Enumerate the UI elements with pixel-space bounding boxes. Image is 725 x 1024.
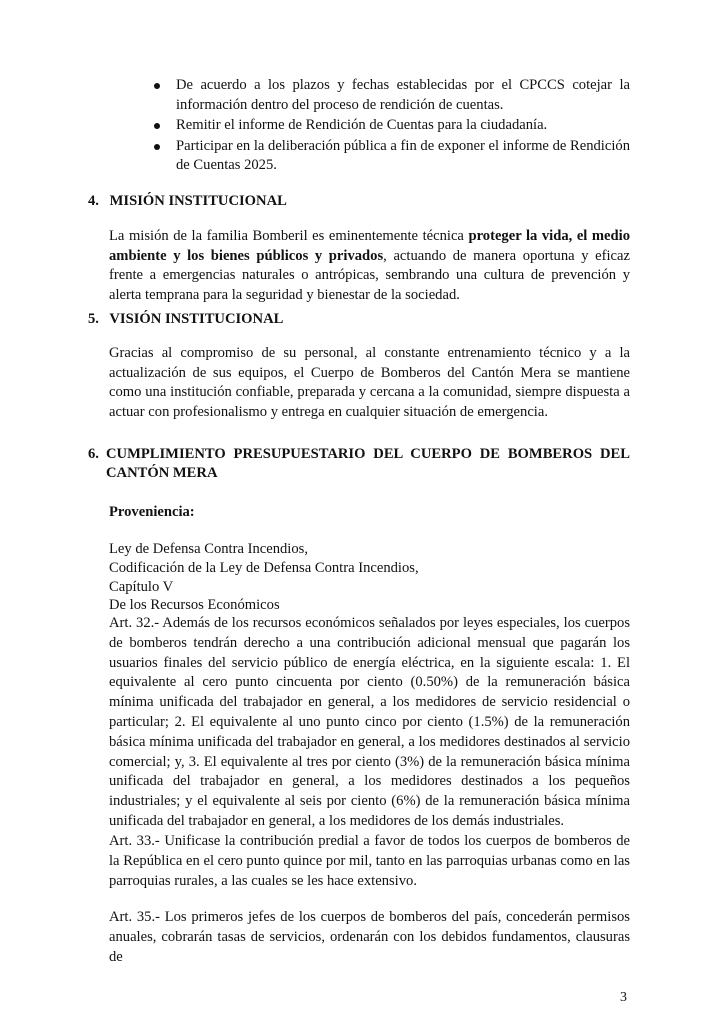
page-number: 3: [620, 990, 627, 1005]
bullet-item: Remitir el informe de Rendición de Cuentas para la ciudadanía.: [150, 116, 630, 136]
vision-paragraph: Gracias al compromiso de su personal, al constante entrenamiento técnico y a la actualización de sus equipos, el Cuerpo de Bomberos del Cantón Mera se mantiene como una institución confiable, preparada y cercana a la comunidad, siempre dispuesta a actuar con profesionalismo y entrega en cualquier situación de emergencia.: [109, 345, 630, 420]
section-4-heading: 4. MISIÓN INSTITUCIONAL: [88, 193, 287, 209]
source-line: De los Recursos Económicos: [109, 597, 280, 613]
bullet-dot-icon: [154, 144, 160, 150]
bullet-item: Participar en la deliberación pública a fin de exponer el informe de Rendición de Cuentas 2025.: [150, 137, 630, 176]
bullet-item: De acuerdo a los plazos y fechas establecidas por el CPCCS cotejar la información dentro del proceso de rendición de cuentas.: [150, 76, 630, 115]
proveniencia-subheading: Proveniencia:: [109, 504, 195, 520]
source-line: Codificación de la Ley de Defensa Contra Incendios,: [109, 560, 419, 576]
source-line: Ley de Defensa Contra Incendios,: [109, 541, 308, 557]
bullet-list: [150, 76, 630, 177]
section-6-heading: 6. CUMPLIMIENTO PRESUPUESTARIO DEL CUERPO DE BOMBEROS DEL: [88, 446, 630, 462]
article-35-paragraph: Art. 35.- Los primeros jefes de los cuerpos de bomberos del país, concederán permisos anuales, cobrarán tasas de servicios, ordenarán con los debidos fundamentos, clausuras de: [109, 909, 630, 965]
mission-paragraph: La misión de la familia Bomberil es eminentemente técnica proteger la vida, el medio ambiente y los bienes públicos y privados, actuando de manera oportuna y eficaz frente a emergencias naturales o antrópicas, sembrando una cultura de prevención y alerta temprana para la seguridad y bienestar de la sociedad.: [109, 228, 630, 303]
article-33-paragraph: Art. 33.- Unificase la contribución predial a favor de todos los cuerpos de bomberos de la República en el cero punto quince por mil, tanto en las parroquias urbanas como en las parroquias rurales, a las cuales se les hace extensivo.: [109, 833, 630, 889]
section-6-heading-line2: CANTÓN MERA: [106, 465, 218, 481]
section-5-heading: 5. VISIÓN INSTITUCIONAL: [88, 311, 284, 327]
bullet-dot-icon: [154, 83, 160, 89]
article-32-paragraph: Art. 32.- Además de los recursos económicos señalados por leyes especiales, los cuerpos de bomberos tendrán derecho a una contribución adicional mensual que pagarán los usuarios finales del servicio público de energía eléctrica, en la siguiente escala: 1. El equivalente al cero punto cincuenta por ciento (0.50%) de la remuneración básica mínima unificada del trabajador en general, a los medidores de servicio residencial o particular; 2. El equivalente al uno punto cinco por ciento (1.5%) de la remuneración básica mínima unificada del trabajador en general, a los medidores destinados al servicio comercial; y, 3. El equivalente al tres por ciento (3%) de la remuneración básica mínima unificada del trabajador en general, a los medidores destinados a los pequeños industriales; y el equivalente al seis por ciento (6%) de la remuneración básica mínima unificada del trabajador en general, a los medidores de los demás industriales.: [109, 615, 630, 829]
source-line: Capítulo V: [109, 579, 174, 595]
bullet-dot-icon: [154, 123, 160, 129]
